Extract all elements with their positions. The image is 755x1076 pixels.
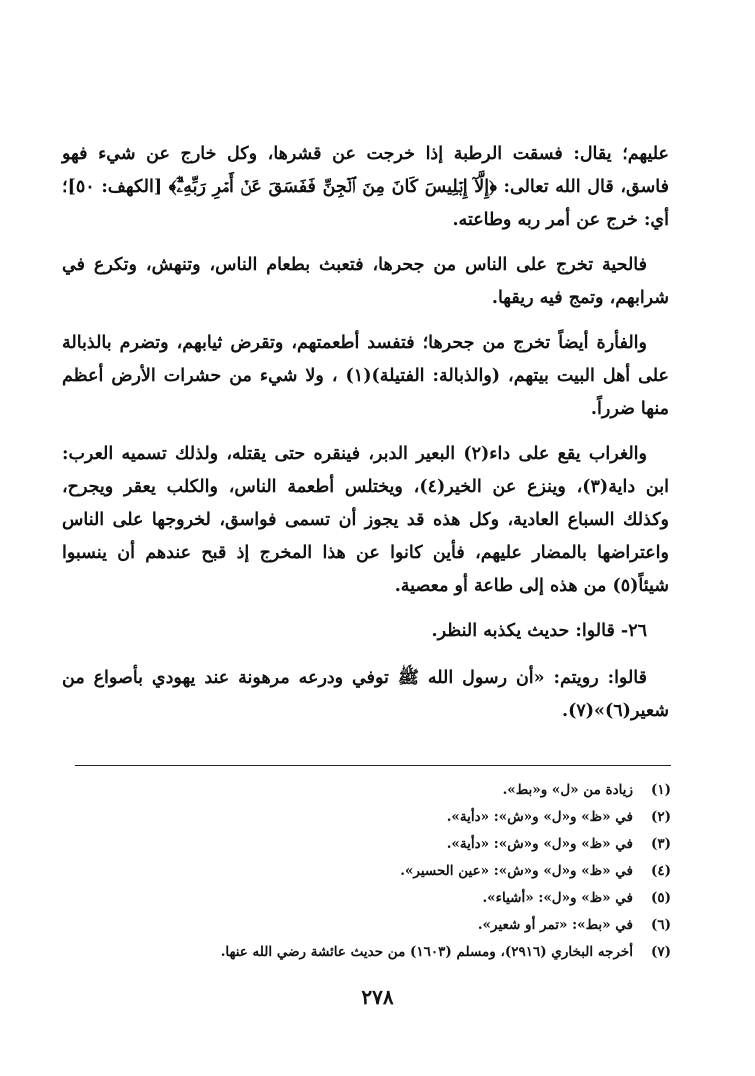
footnote-number: (٤) — [650, 863, 671, 879]
footnote-3 — [75, 831, 671, 858]
main-text — [62, 138, 669, 740]
paragraph-snake: فالحية تخرج على الناس من جحرها، فتعبث بطعام الناس، وتنهش، وتكرع في شرابهم، وتمج فيه ريقها. — [62, 255, 669, 308]
footnote-number: (٣) — [650, 836, 671, 852]
footnote-divider — [75, 765, 671, 766]
footnote-5 — [75, 885, 671, 912]
footnote-7 — [75, 939, 671, 966]
footnote-number: (٥) — [650, 890, 671, 906]
footnotes — [75, 777, 671, 966]
footnote-text: في «ظ» و«ل» و«ش»: «دأية». — [446, 836, 633, 852]
footnote-text: في «بط»: «تمر أو شعير». — [477, 917, 633, 933]
footnote-number: (١) — [650, 782, 671, 798]
footnote-text: في «ظ» و«ل» و«ش»: «دأية». — [446, 809, 633, 825]
footnote-text: في «ظ» و«ل»: «أشياء». — [482, 890, 633, 906]
paragraph-fasiq-definition: عليهم؛ يقال: فسقت الرطبة إذا خرجت عن قشرها، وكل خارج عن شيء فهو فاسق، قال الله تعالى: ﴿إِلَّآ إِبۡلِيسَ كَانَ مِنَ ٱلۡجِنِّ فَفَسَقَ عَنۡ أَمۡرِ رَبِّهِۦٓۗ﴾ [الكهف: ٥٠]؛أي: خرج عن أمر ربه وطاعته. — [62, 144, 669, 230]
footnote-text: أخرجه البخاري (٢٩١٦)، ومسلم (١٦٠٣) من حديث عائشة رضي الله عنها. — [220, 944, 633, 960]
footnote-2 — [75, 804, 671, 831]
footnote-number: (٦) — [650, 917, 671, 933]
section-heading-26: ٢٦- قالوا: حديث يكذبه النظر. — [431, 621, 647, 641]
paragraph-hadith: قالوا: رويتم: «أن رسول الله ﷺ توفي ودرعه مرهونة عند يهودي بأصواع من شعير(٦)»(٧). — [62, 668, 669, 721]
footnote-6 — [75, 912, 671, 939]
paragraph-mouse: والفأرة أيضاً تخرج من جحرها؛ فتفسد أطعمتهم، وتقرض ثيابهم، وتضرم بالذبالة على أهل البيت بيتهم، (والذبالة: الفتيلة)(١) ، ولا شيء من حشرات الأرض أعظم منها ضرراً. — [62, 333, 669, 419]
page-number: ٢٧٨ — [361, 985, 394, 1009]
footnote-text: زيادة من «ل» و«بط». — [502, 782, 633, 798]
footnote-text: في «ظ» و«ل» و«ش»: «عين الحسير». — [400, 863, 633, 879]
footnote-number: (٧) — [650, 944, 671, 960]
footnote-number: (٢) — [650, 809, 671, 825]
footnote-1 — [75, 777, 671, 804]
paragraph-crow: والغراب يقع على داء(٢) البعير الدبر، فينقره حتى يقتله، ولذلك تسميه العرب: ابن داية(٣)، وينزع عن الخير(٤)، ويختلس أطعمة الناس، والكلب يعقر ويجرح، وكذلك السباع العادية، وكل هذه قد يجوز أن تسمى فواسق، لخروجها على الناس واعتراضها بالمضار عليهم، فأين كانوا عن هذا المخرج إذ قبح عندهم أن ينسبوا شيئاً(٥) من هذه إلى طاعة أو معصية. — [62, 444, 669, 596]
footnote-4 — [75, 858, 671, 885]
